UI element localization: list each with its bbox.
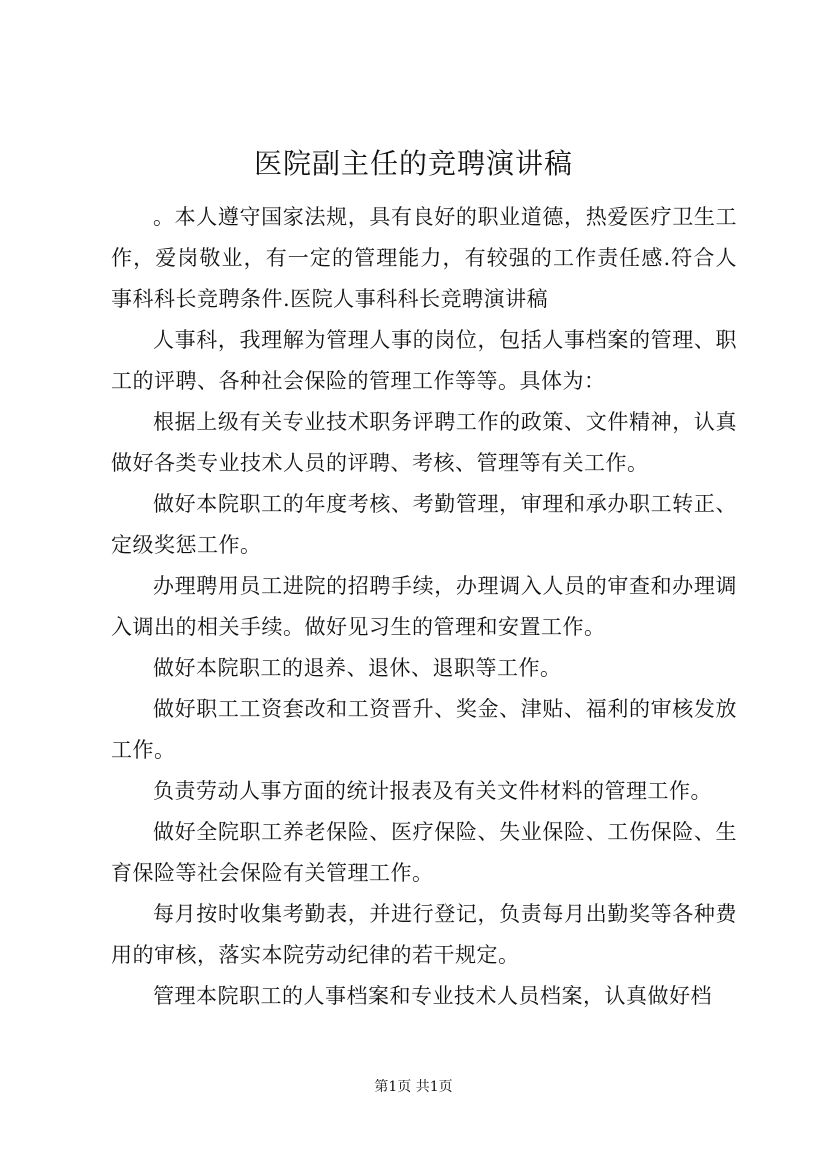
paragraph-6: 做好本院职工的退养、退休、退职等工作。 xyxy=(153,656,562,680)
paragraph-3: 根据上级有关专业技术职务评聘工作的政策、文件精神，认真做好各类专业技术人员的评聘、考核、管理等有关工作。 xyxy=(111,410,737,475)
document-body xyxy=(111,197,737,1017)
paragraph-7: 做好职工工资套改和工资晋升、奖金、津贴、福利的审核发放工作。 xyxy=(111,697,737,762)
paragraph-1: 。本人遵守国家法规，具有良好的职业道德，热爱医疗卫生工作，爱岗敬业，有一定的管理能力，有较强的工作责任感.符合人事科科长竞聘条件.医院人事科科长竞聘演讲稿 xyxy=(111,205,737,311)
paragraph-2: 人事科，我理解为管理人事的岗位，包括人事档案的管理、职工的评聘、各种社会保险的管理工作等等。具体为： xyxy=(111,328,737,393)
paragraph-8: 负责劳动人事方面的统计报表及有关文件材料的管理工作。 xyxy=(153,779,712,803)
paragraph-10: 每月按时收集考勤表，并进行登记，负责每月出勤奖等各种费用的审核，落实本院劳动纪律的若干规定。 xyxy=(111,902,737,967)
paragraph-9: 做好全院职工养老保险、医疗保险、失业保险、工伤保险、生育保险等社会保险有关管理工作。 xyxy=(111,820,737,885)
page-footer: 第1页 共1页 xyxy=(374,1079,453,1095)
paragraph-11: 管理本院职工的人事档案和专业技术人员档案，认真做好档 xyxy=(153,984,712,1008)
paragraph-4: 做好本院职工的年度考核、考勤管理，审理和承办职工转正、定级奖惩工作。 xyxy=(111,492,737,557)
paragraph-5: 办理聘用员工进院的招聘手续，办理调入人员的审查和办理调入调出的相关手续。做好见习生的管理和安置工作。 xyxy=(111,574,737,639)
document-title: 医院副主任的竞聘演讲稿 xyxy=(253,147,573,180)
